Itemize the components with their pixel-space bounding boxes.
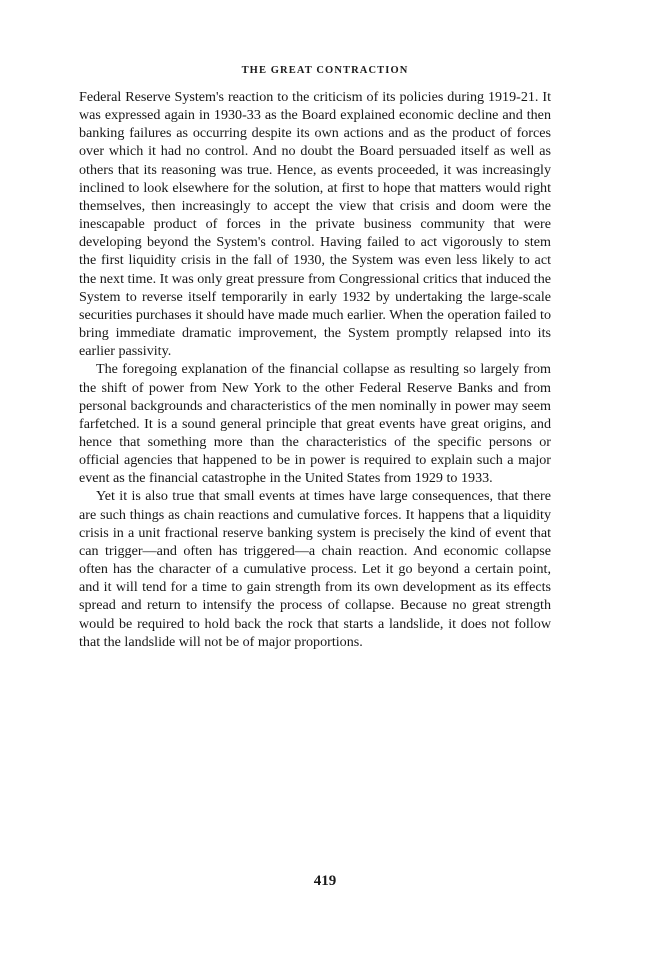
paragraph-3: Yet it is also true that small events at times have large consequences, that there are such things as chain reactions and cumulative forces. It happens that a liquidity crisis in a unit fractional reserve banking system is precisely the kind of event that can trigger—and often has triggered—a chain reaction. And economic collapse often has the character of a cumulative process. Let it go beyond a certain point, and it will tend for a time to gain strength from its own development as its effects spread and return to intensify the process of collapse. Because no great strength would be required to hold back the rock that starts a landslide, it does not follow that the landslide will not be of major proportions. [79, 488, 551, 650]
paragraph-2: The foregoing explanation of the financial collapse as resulting so largely from the shift of power from New York to the other Federal Reserve Banks and from personal backgrounds and characteristics of the men nominally in power may seem farfetched. It is a sound general principle that great events have great origins, and hence that something more than the characteristics of the specific persons or official agencies that happened to be in power is required to explain such a major event as the financial catastrophe in the United States from 1929 to 1933. [79, 361, 551, 487]
paragraph-1: Federal Reserve System's reaction to the criticism of its policies during 1919-21. It was expressed again in 1930-33 as the Board explained economic decline and then banking failures as occurring despite its own actions and as the product of forces over which it had no control. And no doubt the Board persuaded itself as well as others that its reasoning was true. Hence, as events proceeded, it was increasingly inclined to look elsewhere for the solution, at first to hope that matters would right themselves, then increasingly to accept the view that crisis and doom were the inescapable product of forces in the private business community that were developing beyond the System's control. Having failed to act vigorously to stem the first liquidity crisis in the fall of 1930, the System was even less likely to act the next time. It was only great pressure from Congressional critics that induced the System to reverse itself temporarily in early 1932 by undertaking the large-scale securities purchases it should have made much earlier. When the operation failed to bring immediate dramatic improvement, the System promptly relapsed into its earlier passivity. [79, 89, 552, 360]
running-head: THE GREAT CONTRACTION [241, 65, 409, 76]
body-text [79, 88, 551, 651]
page-number: 419 [313, 873, 337, 889]
